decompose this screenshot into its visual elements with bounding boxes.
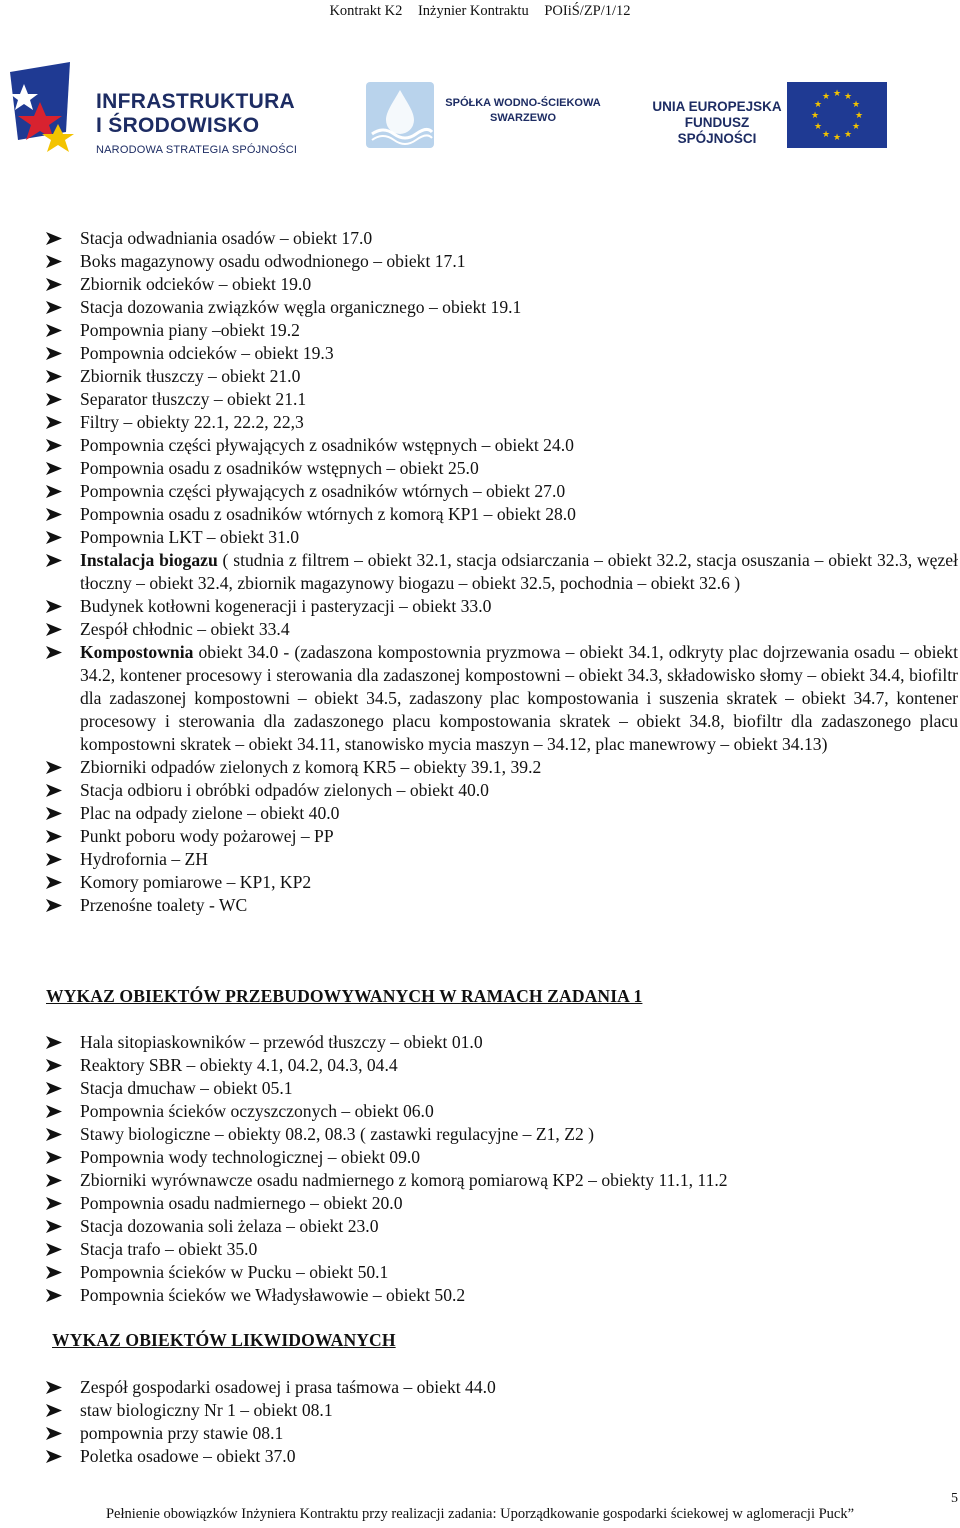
list-item: Pompownia ścieków w Pucku – obiekt 50.1 [46, 1261, 958, 1284]
svg-text:★: ★ [851, 122, 861, 132]
arrow-bullet-icon [46, 324, 62, 337]
list-item: Pompownia wody technologicznej – obiekt 09.0 [46, 1146, 958, 1169]
arrow-bullet-icon [46, 1059, 62, 1072]
objects-list-removed [46, 1376, 958, 1468]
page-number: 5 [951, 1491, 958, 1506]
arrow-bullet-icon [46, 1151, 62, 1164]
list-item: Pompownia ścieków oczyszczonych – obiekt 06.0 [46, 1100, 958, 1123]
infrastruktura-logo [10, 62, 330, 170]
arrow-bullet-icon [46, 462, 62, 475]
arrow-bullet-icon [46, 1082, 62, 1095]
svg-text:★: ★ [832, 133, 842, 143]
eu-flag-icon [787, 82, 887, 148]
list-item: Pompownia ścieków we Władysławowie – obiekt 50.2 [46, 1284, 958, 1307]
arrow-bullet-icon [46, 439, 62, 452]
arrow-bullet-icon [46, 1174, 62, 1187]
is-logo-line2: I ŚRODOWISKO [96, 114, 260, 137]
header-role: Inżynier Kontraktu [417, 3, 529, 19]
list-item: Stacja dozowania związków węgla organicznego – obiekt 19.1 [46, 296, 958, 319]
star-flag-icon [10, 62, 92, 162]
list-item: Pompownia osadu nadmiernego – obiekt 20.0 [46, 1192, 958, 1215]
arrow-bullet-icon [46, 370, 62, 383]
arrow-bullet-icon [46, 232, 62, 245]
arrow-bullet-icon [46, 1128, 62, 1141]
arrow-bullet-icon [46, 485, 62, 498]
arrow-bullet-icon [46, 876, 62, 889]
list-item: Stacja dozowania soli żelaza – obiekt 23.0 [46, 1215, 958, 1238]
arrow-bullet-icon [46, 830, 62, 843]
arrow-bullet-icon [46, 1450, 62, 1463]
list-item-biogaz: Instalacja biogazu ( studnia z filtrem – obiekt 32.1, stacja odsiarczania – obiekt 32.2, stacja osuszania – obiekt 32.3, węzeł tłoczny – obiekt 32.4, zbiornik magazynowy biogazu – obiekt 32.5, pochodnia – obiekt 32.6 ) [46, 549, 958, 595]
water-drop-icon [366, 82, 434, 148]
svg-text:★: ★ [821, 92, 831, 102]
arrow-bullet-icon [46, 899, 62, 912]
objects-list-new [46, 227, 958, 917]
arrow-bullet-icon [46, 1289, 62, 1302]
ue-logo-line2: FUNDUSZ SPÓJNOŚCI [677, 115, 757, 146]
arrow-bullet-icon [46, 1243, 62, 1256]
list-item: Zbiornik odcieków – obiekt 19.0 [46, 273, 958, 296]
list-item: pompownia przy stawie 08.1 [46, 1422, 958, 1445]
svg-text:★: ★ [843, 130, 853, 140]
is-logo-line1: INFRASTRUKTURA [96, 90, 296, 113]
svg-text:★: ★ [821, 130, 831, 140]
header-contract: Kontrakt K2 [329, 3, 403, 19]
svg-text:★: ★ [813, 100, 823, 110]
page-header [0, 3, 960, 20]
arrow-bullet-icon [46, 531, 62, 544]
arrow-bullet-icon [46, 807, 62, 820]
section-title-rebuilt: WYKAZ OBIEKTÓW PRZEBUDOWYWANYCH W RAMACH ZADANIA 1 [46, 986, 643, 1006]
list-item: Stacja odwadniania osadów – obiekt 17.0 [46, 227, 958, 250]
list-item: Pompownia odcieków – obiekt 19.3 [46, 342, 958, 365]
arrow-bullet-icon [46, 301, 62, 314]
arrow-bullet-icon [46, 416, 62, 429]
list-item: Hydrofornia – ZH [46, 848, 958, 871]
list-item: Zespół chłodnic – obiekt 33.4 [46, 618, 958, 641]
list-item: Poletka osadowe – obiekt 37.0 [46, 1445, 958, 1468]
arrow-bullet-icon [46, 1105, 62, 1118]
arrow-bullet-icon [46, 508, 62, 521]
list-item: Pompownia części pływających z osadników wstępnych – obiekt 24.0 [46, 434, 958, 457]
list-item: Stacja odbioru i obróbki odpadów zielonych – obiekt 40.0 [46, 779, 958, 802]
svg-text:★: ★ [843, 92, 853, 102]
list-item: Pompownia części pływających z osadników wtórnych – obiekt 27.0 [46, 480, 958, 503]
arrow-bullet-icon [46, 255, 62, 268]
arrow-bullet-icon [46, 1036, 62, 1049]
arrow-bullet-icon [46, 1197, 62, 1210]
ue-logo [650, 82, 890, 150]
svg-text:★: ★ [813, 122, 823, 132]
list-item: Zbiorniki odpadów zielonych z komorą KR5 – obiekty 39.1, 39.2 [46, 756, 958, 779]
arrow-bullet-icon [46, 600, 62, 613]
arrow-bullet-icon [46, 623, 62, 636]
ue-logo-line1: UNIA EUROPEJSKA [652, 99, 782, 114]
list-item: Zespół gospodarki osadowej i prasa taśmowa – obiekt 44.0 [46, 1376, 958, 1399]
header-ref: POIiŚ/ZP/1/12 [544, 3, 631, 19]
logo-bar [0, 60, 960, 172]
arrow-bullet-icon [46, 853, 62, 866]
arrow-bullet-icon [46, 646, 62, 659]
svg-text:★: ★ [810, 111, 820, 121]
list-item: staw biologiczny Nr 1 – obiekt 08.1 [46, 1399, 958, 1422]
arrow-bullet-icon [46, 761, 62, 774]
list-item-kompostownia: Kompostownia obiekt 34.0 - (zadaszona kompostownia pryzmowa – obiekt 34.1, odkryty plac dojrzewania osadu – obiekt 34.2, kontener procesowy i sterowania dla zadaszonej kompostowni – obiekt 34.3, składowisko słomy – obiekt 34.4, biofiltr dla zadaszonej kompostowni – obiekt 34.5, zadaszony plac kompostowania i suszenia skratek – obiekt 34.7, kontener procesowy i sterowania dla zadaszonego placu kompostowania skratek – obiekt 34.8, biofiltr dla zadaszonego placu kompostowni skratek – obiekt 34.11, stanowisko mycia maszyn – 34.12, plac manewrowy – obiekt 34.13) [46, 641, 958, 756]
arrow-bullet-icon [46, 1404, 62, 1417]
sw-logo-line1: SPÓŁKA WODNO-ŚCIEKOWA [445, 97, 601, 109]
arrow-bullet-icon [46, 554, 62, 567]
list-item: Hala sitopiaskowników – przewód tłuszczy – obiekt 01.0 [46, 1031, 958, 1054]
arrow-bullet-icon [46, 278, 62, 291]
objects-list-rebuilt [46, 1031, 958, 1307]
list-item: Zbiorniki wyrównawcze osadu nadmiernego z komorą pomiarową KP2 – obiekty 11.1, 11.2 [46, 1169, 958, 1192]
arrow-bullet-icon [46, 1220, 62, 1233]
list-item: Pompownia piany –obiekt 19.2 [46, 319, 958, 342]
svg-text:★: ★ [854, 111, 864, 121]
list-item: Budynek kotłowni kogeneracji i pasteryzacji – obiekt 33.0 [46, 595, 958, 618]
svg-text:★: ★ [832, 89, 842, 99]
page-footer: Pełnienie obowiązków Inżyniera Kontraktu przy realizacji zadania: Uporządkowanie gospodarki ściekowej w aglomeracji Puck” [105, 1506, 855, 1522]
list-item: Filtry – obiekty 22.1, 22.2, 22,3 [46, 411, 958, 434]
arrow-bullet-icon [46, 784, 62, 797]
list-item: Stacja dmuchaw – obiekt 05.1 [46, 1077, 958, 1100]
arrow-bullet-icon [46, 1266, 62, 1279]
list-item: Pompownia osadu z osadników wstępnych – obiekt 25.0 [46, 457, 958, 480]
list-item: Komory pomiarowe – KP1, KP2 [46, 871, 958, 894]
sw-logo-line2: SWARZEWO [490, 112, 556, 124]
list-item: Stacja trafo – obiekt 35.0 [46, 1238, 958, 1261]
list-item: Pompownia osadu z osadników wtórnych z komorą KP1 – obiekt 28.0 [46, 503, 958, 526]
list-item: Pompownia LKT – obiekt 31.0 [46, 526, 958, 549]
list-item: Zbiornik tłuszczy – obiekt 21.0 [46, 365, 958, 388]
list-item: Separator tłuszczy – obiekt 21.1 [46, 388, 958, 411]
arrow-bullet-icon [46, 1381, 62, 1394]
list-item: Stawy biologiczne – obiekty 08.2, 08.3 ( zastawki regulacyjne – Z1, Z2 ) [46, 1123, 958, 1146]
list-item: Plac na odpady zielone – obiekt 40.0 [46, 802, 958, 825]
is-logo-subtitle: NARODOWA STRATEGIA SPÓJNOŚCI [96, 144, 298, 156]
arrow-bullet-icon [46, 393, 62, 406]
section-title-removed: WYKAZ OBIEKTÓW LIKWIDOWANYCH [52, 1330, 396, 1350]
list-item: Punkt poboru wody pożarowej – PP [46, 825, 958, 848]
list-item: Reaktory SBR – obiekty 4.1, 04.2, 04.3, 04.4 [46, 1054, 958, 1077]
arrow-bullet-icon [46, 1427, 62, 1440]
svg-text:★: ★ [851, 100, 861, 110]
arrow-bullet-icon [46, 347, 62, 360]
list-item: Przenośne toalety - WC [46, 894, 958, 917]
swarzewo-logo [366, 82, 616, 152]
list-item: Boks magazynowy osadu odwodnionego – obiekt 17.1 [46, 250, 958, 273]
